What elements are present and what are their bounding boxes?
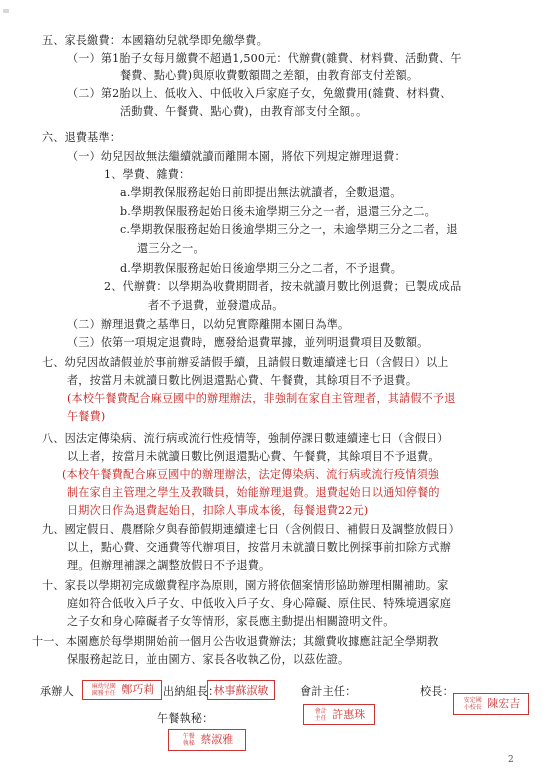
section-7-note: (本校午餐費配合麻豆國中的辦理辦法，非強制在家自主管理者，其請假不予退 (67, 392, 456, 405)
accounting-stamp-name: 許惠珠 (332, 708, 366, 721)
section-10-heading: 十、家長以學期初完成繳費程序為原則，園方將依個案情形協助辦理相關補助。家 (42, 579, 449, 592)
section-9-cont-1: 以上，點心費、交通費等代辦項目，按當月未就讀日數比例採事前扣除方式辦 (67, 541, 451, 554)
section-6-sub-2-cont: 者不予退費，並發還成品。 (148, 299, 284, 312)
scan-mark (3, 9, 9, 13)
section-6-sub-1a: a.學期教保服務起始日前即提出無法就讀者，全數退還。 (120, 186, 402, 199)
section-6-sub-1c-cont: 還三分之一。 (137, 242, 205, 255)
section-5-item-2-cont: 活動費、午餐費、點心費)，由教育部支付全額。。 (120, 105, 368, 118)
section-8-note: (本校午餐費配合麻豆國中的辦理辦法，法定傳染病、流行病或流行疫情須強 (62, 468, 440, 481)
accounting-stamp-title: 會計主任 (314, 708, 327, 722)
principal-stamp-title: 安定國小校長 (463, 697, 482, 711)
section-8-note-cont-2: 日期次日作為退費起始日，扣除人事成本後，每餐退費22元) (67, 504, 369, 517)
section-8-heading: 八、因法定傳染病、流行病或流行性疫情等，強制停課日數連續達七日（含假日） (42, 432, 449, 445)
organizer-stamp-name: 鄭巧莉 (121, 683, 155, 696)
section-9-cont-2: 理。但辦理補課之調整放假日不予退費。 (67, 559, 271, 572)
section-11-cont: 保服務起訖日，並由園方、家長各收執乙份，以茲佐證。 (67, 653, 350, 666)
principal-stamp (453, 693, 529, 715)
section-7-heading: 七、幼兒因故請假並於事前辦妥請假手續，且請假日數連續達七日（含假日）以上 (42, 356, 449, 369)
principal-label: 校長： (420, 685, 454, 698)
organizer-label: 承辦人 (40, 685, 74, 698)
section-6-heading: 六、退費基準： (42, 131, 122, 144)
section-5-item-1: （一）第1胎子女每月繳費不超過1,500元：代辦費(雜費、材料費、活動費、午 (67, 52, 462, 65)
section-5-item-2: （二）第2胎以上、低收入、中低收入戶家庭子女，免繳費用(雜費、材料費、 (67, 87, 452, 100)
section-6-item-2: （二）辦理退費之基準日，以幼兒實際離開本園日為準。 (67, 318, 350, 331)
lunch-secretary-label: 午餐執秘： (157, 712, 214, 725)
section-11-heading: 十一、本園應於每學期開始前一個月公告收退費辦法；其繳費收據應註記全學期教 (32, 635, 439, 648)
section-6-sub-1d: d.學期教保服務起始日後逾學期三分之二者，不予退費。 (120, 262, 403, 275)
section-7-note-cont: 午餐費) (67, 410, 106, 423)
organizer-stamp-title: 麻幼兒園園務主任 (91, 683, 116, 697)
section-10-cont-1: 庭如符合低收入戶子女、中低收入戶子女、身心障礙、原住民、特殊境遇家庭 (67, 597, 451, 610)
section-6-sub-1c: c.學期教保服務起始日後逾學期三分之一，未逾學期三分之二者，退 (120, 223, 458, 236)
section-6-sub-1: 1、學費、雜費： (104, 168, 191, 181)
cashier-leader-stamp-name: 林事蘇淑敏 (213, 684, 269, 697)
principal-stamp-name: 陳宏吉 (487, 697, 521, 710)
cashier-leader-stamp (207, 680, 275, 700)
page-number: 2 (508, 755, 514, 765)
section-6-item-3: （三）依第一項規定退費時，應發給退費單據，並列明退費項目及數額。 (67, 336, 429, 349)
section-6-sub-1b: b.學期教保服務起始日後未逾學期三分之一者，退還三分之二。 (120, 205, 436, 218)
section-5-item-1-cont: 餐費、點心費)與原收費數額間之差額，由教育部支付差額。 (120, 69, 419, 82)
cashier-leader-label: 出納組長： (163, 685, 220, 698)
section-10-cont-2: 之子女和身心障礙者子女等情形，家長應主動提出相關證明文件。 (67, 615, 395, 628)
section-8-note-cont-1: 制在家自主管理之學生及教職員，始能辦理退費。退費起始日以通知停餐的 (67, 486, 440, 499)
section-9-heading: 九、國定假日、農曆除夕與春節假期連續達七日（含例假日、補假日及調整放假日） (42, 523, 460, 536)
organizer-stamp (82, 680, 162, 700)
section-6-item-1: （一）幼兒因故無法繼續就讀而離開本園，將依下列規定辦理退費： (67, 150, 406, 163)
accounting-stamp (303, 704, 375, 725)
accounting-label: 會計主任： (300, 685, 357, 698)
lunch-secretary-stamp-name: 蔡淑雅 (200, 733, 234, 746)
lunch-secretary-stamp-title: 午餐執秘 (182, 733, 195, 747)
lunch-secretary-stamp (168, 729, 246, 751)
section-7-cont: 者，按當月未就讀日數比例退還點心費、午餐費，其餘項目不予退費。 (67, 374, 418, 387)
section-8-cont: 以上者，按當月未就讀日數比例退還點心費、午餐費，其餘項目不予退費。 (67, 450, 440, 463)
section-5-heading: 五、家長繳費：本國籍幼兒就學即免繳學費。 (42, 34, 268, 47)
section-6-sub-2: 2、代辦費：以學期為收費期間者，按未就讀月數比例退費；已製成成品 (104, 280, 462, 293)
